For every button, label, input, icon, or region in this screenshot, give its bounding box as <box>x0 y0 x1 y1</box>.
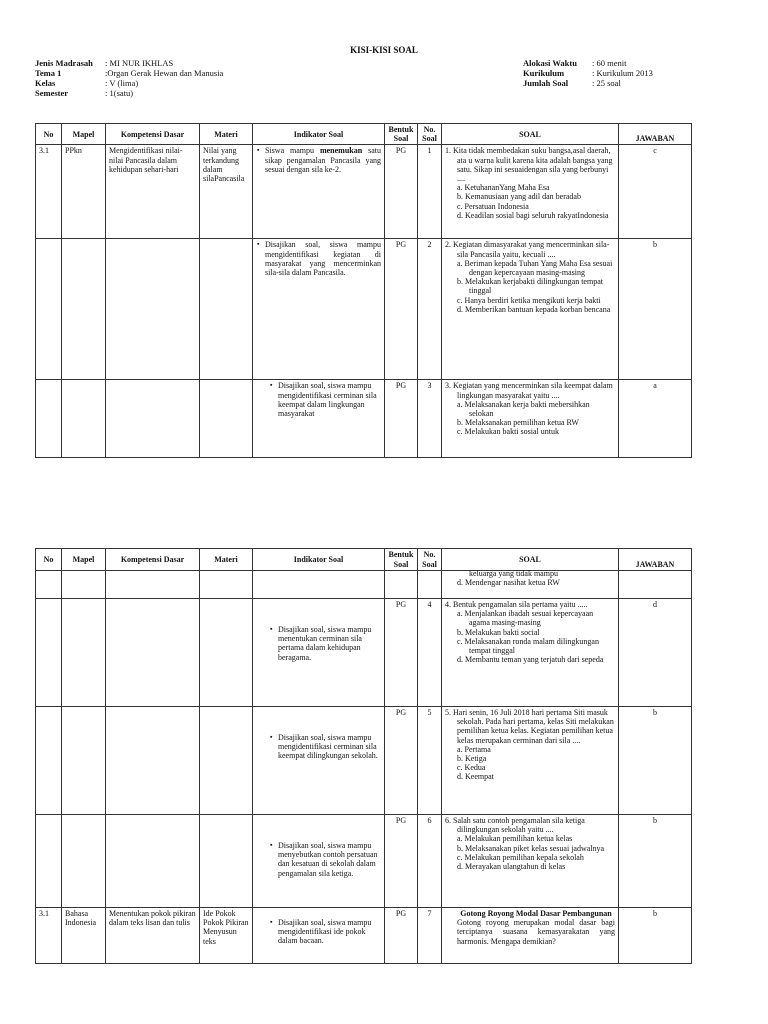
cell-no <box>36 599 62 707</box>
cell-soal <box>442 380 619 458</box>
cell-bentuk: PG <box>385 239 418 380</box>
meta-value: : 25 soal <box>592 78 621 88</box>
option: b. Melaksanakan pemilihan ketua RW <box>457 418 579 428</box>
cell-mapel <box>62 239 106 380</box>
indikator-emph: menemukan <box>319 146 363 156</box>
cell-mapel: PPkn <box>62 145 106 239</box>
cell-indikator <box>253 707 385 815</box>
table-row <box>36 908 692 964</box>
cell-nosoal <box>418 571 442 599</box>
kisi-table-1 <box>35 123 692 458</box>
header-jawaban: JAWABAN <box>619 124 692 145</box>
indikator-item: ▪ Disajikan soal, siswa mampu mengidentifikasi cerminan sila keempat dalam lingkungan masyarakat <box>278 381 381 418</box>
indikator-item: ▪ Disajikan soal, siswa mampu mengidentifikasi ide pokok dalam bacaan. <box>278 918 381 946</box>
header-kompetensi: Kompetensi Dasar <box>106 549 200 571</box>
question-text: 5. Hari senin, 16 Juli 2018 hari pertama Siti masuk sekolah. Pada hari pertama, kelas Siti melakukan pemilihan ketua kelas. Kegiatan pemilihan ketua kelas merupakan cerminan dari sila .... <box>445 708 614 745</box>
cell-materi <box>200 239 253 380</box>
cell-kd <box>106 239 200 380</box>
cell-no <box>36 707 62 815</box>
table-row <box>36 815 692 908</box>
option: a. Pertama <box>457 744 491 754</box>
cell-materi <box>200 599 253 707</box>
cell-indikator <box>253 380 385 458</box>
cell-soal <box>442 707 619 815</box>
option: a. Melakukan pemilihan ketua kelas <box>457 834 573 844</box>
option: b. Ketiga <box>457 753 487 763</box>
option: b. Melakukan bakti social <box>457 627 540 637</box>
option: c. Melakukan bakti sosial untuk <box>457 427 559 437</box>
header-row <box>36 124 692 145</box>
option: d. Keempat <box>457 772 494 782</box>
cell-no: 3.1 <box>36 145 62 239</box>
cell-no: 3.1 <box>36 908 62 964</box>
cell-materi <box>200 815 253 908</box>
header-mapel: Mapel <box>62 124 106 145</box>
table-row <box>36 145 692 239</box>
indikator-item: ▪ Disajikan soal, siswa mampu mengidentifikasi cerminan sila keempat dilingkungan sekolah. <box>278 733 381 761</box>
indikator-item: ▪ Disajikan soal, siswa mampu menentukan cerminan sila pertama dalam kehidupan beragama. <box>278 625 381 662</box>
cell-soal <box>442 599 619 707</box>
cell-mapel <box>62 380 106 458</box>
document-title: KISI-KISI SOAL <box>350 45 418 55</box>
cell-soal <box>442 908 619 964</box>
cell-kd <box>106 599 200 707</box>
cell-bentuk: PG <box>385 145 418 239</box>
meta-value: : V (lima) <box>105 78 139 88</box>
option: c. Melakukan pemilihan kepala sekolah <box>457 852 584 862</box>
option: d. Merayakan ulangtahun di kelas <box>457 861 566 871</box>
meta-label: Kurikulum <box>523 68 565 78</box>
cell-bentuk: PG <box>385 815 418 908</box>
reading-paragraph: Gotong royong merupakan modal dasar bagi terciptanya suasana kemasyarakatan yang harmonis. Mengapa demikian? <box>457 918 615 946</box>
header-nosoal: No. Soal <box>418 124 442 145</box>
cell-materi: Nilai yang terkandung dalam silaPancasila <box>200 145 253 239</box>
meta-label: Semester <box>35 88 69 98</box>
option: d. Membantu teman yang terjatuh dari sepeda <box>457 655 604 665</box>
table-row <box>36 599 692 707</box>
cell-bentuk <box>385 571 418 599</box>
cell-jawaban: b <box>619 815 692 908</box>
cell-kd <box>106 815 200 908</box>
meta-value: : Kurikulum 2013 <box>592 68 653 78</box>
option: c. Persatuan Indonesia <box>457 201 529 211</box>
header-mapel: Mapel <box>62 549 106 571</box>
option: b. Melakukan kerjabakti dilingkungan tempat tinggal <box>457 277 603 296</box>
header-row <box>36 549 692 571</box>
option: d. Mendengar nasihat ketua RW <box>457 578 560 588</box>
cell-jawaban: b <box>619 908 692 964</box>
cell-nosoal: 2 <box>418 239 442 380</box>
cell-bentuk: PG <box>385 599 418 707</box>
cell-nosoal: 6 <box>418 815 442 908</box>
cell-nosoal: 5 <box>418 707 442 815</box>
cell-jawaban: d <box>619 599 692 707</box>
cell-soal <box>442 239 619 380</box>
option: keluarga yang tidak mampu <box>469 569 558 578</box>
header-bentuk: Bentuk Soal <box>385 549 418 571</box>
meta-value: : MI NUR IKHLAS <box>105 58 174 68</box>
question-text: 6. Salah satu contoh pengamalan sila ketiga dilingkungan sekolah yaitu .... <box>445 816 585 835</box>
cell-mapel <box>62 815 106 908</box>
meta-value: : 60 menit <box>592 58 627 68</box>
cell-materi: Ide Pokok Pokok Pikiran Menyusun teks <box>200 908 253 964</box>
cell-kd: Mengidentifikasi nilai-nilai Pancasila dalam kehidupan sehari-hari <box>106 145 200 239</box>
cell-indikator <box>253 145 385 239</box>
header-indikator: Indikator Soal <box>253 549 385 571</box>
cell-soal <box>442 571 619 599</box>
meta-value: : 1(satu) <box>105 88 134 98</box>
meta-label: Kelas <box>35 78 56 88</box>
header-materi: Materi <box>200 124 253 145</box>
cell-materi <box>200 571 253 599</box>
indikator-text: Siswa mampu <box>265 146 320 156</box>
cell-materi <box>200 707 253 815</box>
header-indikator: Indikator Soal <box>253 124 385 145</box>
table-row <box>36 571 692 599</box>
option: b. Melaksanakan piket kelas sesuai jadwalnya <box>457 843 605 853</box>
meta-label: Jenis Madrasah <box>35 58 93 68</box>
cell-soal <box>442 145 619 239</box>
option: b. Kemanusiaan yang adil dan beradab <box>457 192 581 202</box>
cell-bentuk: PG <box>385 707 418 815</box>
table-row <box>36 707 692 815</box>
cell-nosoal: 1 <box>418 145 442 239</box>
cell-bentuk: PG <box>385 908 418 964</box>
cell-no <box>36 380 62 458</box>
option: a. Menjalankan ibadah sesuai kepercayaan agama masing-masing <box>457 609 594 628</box>
header-kompetensi: Kompetensi Dasar <box>106 124 200 145</box>
table-row <box>36 239 692 380</box>
cell-indikator <box>253 908 385 964</box>
cell-bentuk: PG <box>385 380 418 458</box>
option: d. Keadilan sosial bagi seluruh rakyatIndonesia <box>457 210 609 220</box>
cell-kd <box>106 707 200 815</box>
cell-indikator <box>253 571 385 599</box>
cell-kd <box>106 571 200 599</box>
header-soal: SOAL <box>442 549 619 571</box>
question-text: 3. Kegiatan yang mencerminkan sila keempat dalam lingkungan masyarakat yaitu .... <box>445 381 613 400</box>
option: a. KetuhananYang Maha Esa <box>457 183 550 193</box>
cell-nosoal: 3 <box>418 380 442 458</box>
header-soal: SOAL <box>442 124 619 145</box>
meta-value: :Organ Gerak Hewan dan Manusia <box>105 68 224 78</box>
indikator-item: ▪ Disajikan soal, siswa mampu mengidentifikasi kegiatan di masyarakat yang mencerminkan sila-sila dalam Pancasila. <box>265 240 381 277</box>
question-text: 4. Bentuk pengamalan sila pertama yaitu ..... <box>445 600 588 609</box>
option: a. Melaksanakan kerja bakti mebersihkan selokan <box>457 399 590 418</box>
indikator-item <box>265 146 381 174</box>
option: c. Kedua <box>457 763 486 773</box>
table-row <box>36 380 692 458</box>
cell-kd: Menentukan pokok pikiran dalam teks lisan dan tulis <box>106 908 200 964</box>
cell-mapel <box>62 707 106 815</box>
cell-indikator <box>253 239 385 380</box>
cell-indikator <box>253 815 385 908</box>
cell-mapel <box>62 599 106 707</box>
cell-mapel <box>62 571 106 599</box>
cell-jawaban: c <box>619 145 692 239</box>
meta-label: Alokasi Waktu <box>523 58 577 68</box>
header-jawaban: JAWABAN <box>619 549 692 571</box>
cell-nosoal: 4 <box>418 599 442 707</box>
option: a. Beriman kepada Tuhan Yang Maha Esa sesuai dengan kepercayaan masing-masing <box>457 258 613 277</box>
question-text: 1. Kita tidak membedakan suku bangsa,asal daerah, ata u warna kulit karena kita adalah bangsa yang satu. Sikap ini sesuaidengan sila yang berbunyi .... <box>445 146 613 183</box>
option: c. Hanya berdiri ketika mengikuti kerja bakti <box>457 295 601 305</box>
indikator-item: ▪ Disajikan soal, siswa mampu menyebutkan contoh persatuan dan kesatuan di sekolah dalam pengamalan sila ketiga. <box>278 841 381 878</box>
option: d. Memberikan bantuan kepada korban bencana <box>457 304 611 314</box>
meta-left <box>35 58 223 98</box>
reading-heading: Gotong Royong Modal Dasar Pembangunan <box>460 909 612 918</box>
cell-jawaban: b <box>619 707 692 815</box>
question-text: 2. Kegiatan dimasyarakat yang mencerminkan sila-sila Pancasila yaitu, kecuali .... <box>445 240 610 259</box>
cell-materi <box>200 380 253 458</box>
header-no: No <box>36 549 62 571</box>
kisi-table-2 <box>35 548 692 964</box>
cell-jawaban: a <box>619 380 692 458</box>
cell-kd <box>106 380 200 458</box>
cell-mapel: Bahasa Indonesia <box>62 908 106 964</box>
indikator-text: satu sikap pengamalan Pancasila yang sesuai dengan sila ke-2. <box>265 146 381 174</box>
cell-jawaban <box>619 571 692 599</box>
cell-no <box>36 239 62 380</box>
header-no: No <box>36 124 62 145</box>
meta-label: Jumlah Soal <box>523 78 569 88</box>
header-nosoal: No. Soal <box>418 549 442 571</box>
cell-indikator <box>253 599 385 707</box>
header-bentuk: Bentuk Soal <box>385 124 418 145</box>
cell-nosoal: 7 <box>418 908 442 964</box>
header-materi: Materi <box>200 549 253 571</box>
cell-no <box>36 571 62 599</box>
option: c. Melaksanakan ronda malam dilingkungan tempat tinggal <box>457 636 599 655</box>
cell-no <box>36 815 62 908</box>
meta-right <box>523 58 653 88</box>
cell-jawaban: b <box>619 239 692 380</box>
meta-label: Tema 1 <box>35 68 62 78</box>
cell-soal <box>442 815 619 908</box>
